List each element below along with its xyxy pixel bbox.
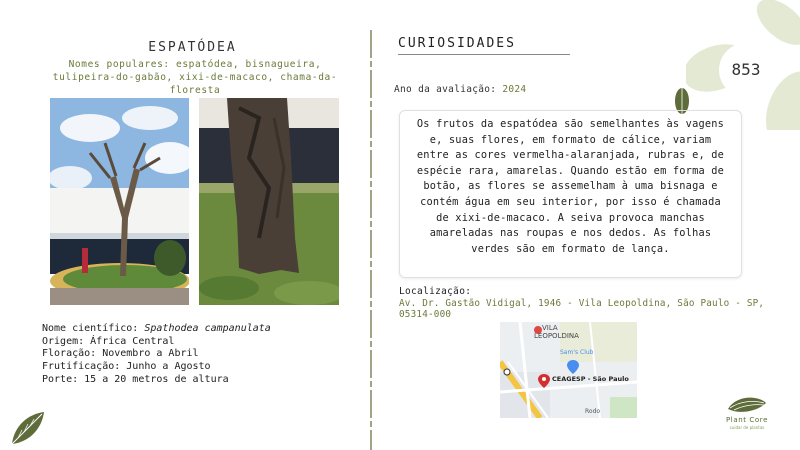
- leaf-icon: [8, 408, 48, 448]
- location-map[interactable]: [500, 322, 637, 418]
- plant-title: ESPATÓDEA: [148, 40, 237, 55]
- year-label: Ano da avaliação:: [394, 84, 503, 95]
- scientific-name: Spathodea campanulata: [144, 323, 271, 334]
- curiosities-heading: CURIOSIDADES: [398, 36, 516, 51]
- origin: Origem: África Central: [42, 335, 175, 347]
- location-label: Localização:: [399, 286, 472, 297]
- brand-name: Plant Core: [725, 416, 769, 424]
- plant-number: 853: [731, 60, 761, 79]
- brand-tagline: cuidar de plantas: [729, 425, 765, 430]
- map-label-road: Rodo: [585, 408, 601, 415]
- popular-names: Nomes populares: espatódea, bisnagueira, tulipeira-do-gabão, xixi-de-macaco, chama-da-floresta: [52, 59, 338, 96]
- heading-underline: [398, 54, 570, 55]
- map-label-leopoldina: LEOPOLDINA: [534, 332, 579, 340]
- evaluation-year: [394, 84, 526, 95]
- tree-photo-full: [50, 98, 189, 305]
- year-value: 2024: [502, 84, 527, 95]
- scientific-name-label: Nome científico:: [42, 323, 145, 334]
- map-label-pin: CEAGESP - São Paulo: [552, 375, 629, 383]
- plant-details: [42, 323, 271, 387]
- map-label-store: Sam's Club: [560, 349, 594, 356]
- vertical-divider: [370, 30, 372, 450]
- tree-trunk-photo: [199, 98, 339, 305]
- scientific-name-row: [42, 323, 271, 336]
- size: Porte: 15 a 20 metros de altura: [42, 373, 229, 385]
- map-label-vila: VILA: [542, 324, 558, 332]
- location-address[interactable]: Av. Dr. Gastão Vidigal, 1946 - Vila Leopoldina, São Paulo - SP, 05314-000: [399, 298, 765, 320]
- curiosities-text: Os frutos da espatódea são semelhantes às vagens e, suas flores, em formato de cálice, variam entre as cores vermelha-alaranjada, rubras e, de espécie rara, amarelas. Quando estão em forma de botão, as flores se assemelham à uma bisnaga e contém água em seu interior, por isso é chamada de xixi-de-macaco. A seiva provoca manchas amareladas nas roupas e nos dedos. As folhas verdes são em formato de lança.: [399, 110, 742, 278]
- fruiting: Frutificação: Junho a Agosto: [42, 361, 211, 373]
- flowering: Floração: Novembro a Abril: [42, 348, 199, 360]
